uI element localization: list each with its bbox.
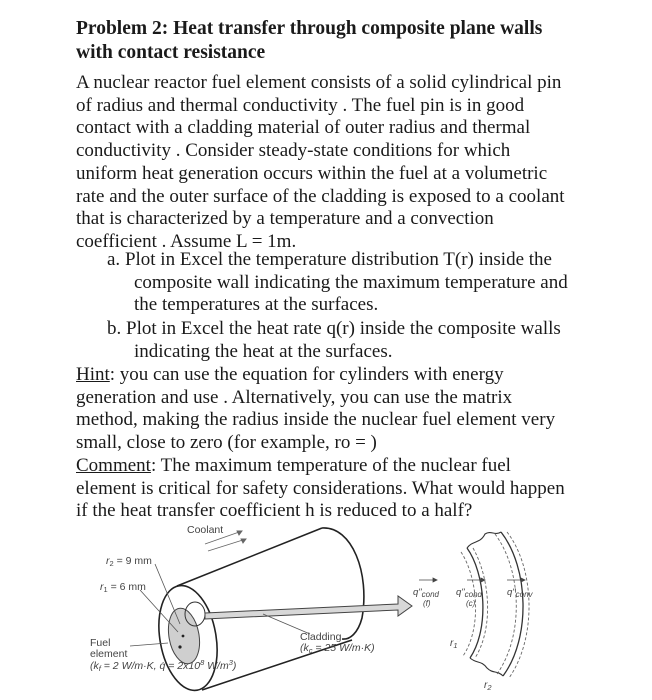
task-b [107, 318, 561, 363]
r2-label: r2 = 9 mm [106, 555, 152, 568]
intro-line: contact with a cladding material of outer radius and thermal [76, 117, 531, 139]
title-line-1: Problem 2: Heat transfer through composite plane walls [76, 18, 543, 39]
problem-title [76, 17, 596, 65]
fuel-label-2: element [90, 648, 128, 660]
q-cond-f-tag: (f) [423, 599, 431, 608]
task-b-line: indicating the heat at the surfaces. [134, 340, 393, 362]
hint-line: generation and use . Alternatively, you can use the matrix [76, 386, 513, 408]
problem-intro [76, 72, 596, 254]
wall-section-detail [413, 532, 534, 692]
intro-line: rate and the outer surface of the cladding is exposed to a coolant [76, 185, 565, 207]
fuel-element-diagram [80, 518, 600, 693]
task-a-line: a. Plot in Excel the temperature distribution T(r) inside the [107, 249, 552, 270]
comment-line: if the heat transfer coefficient h is reduced to a half? [76, 500, 473, 522]
r1-label: r1 = 6 mm [100, 581, 146, 594]
q-conv-label: $q"_{conv}$ [507, 587, 533, 599]
task-a-marker: a. [107, 249, 121, 270]
hint-block [76, 364, 596, 455]
hint-line: method, making the radius inside the nuclear fuel element very [76, 409, 556, 431]
intro-line: conductivity . Consider steady-state conditions for which [76, 140, 511, 162]
task-a [107, 249, 568, 317]
comment-block [76, 455, 596, 523]
fuel-properties: (kf = 2 W/m·K, q̇ = $2x10^8$ $W/m^3$) [90, 658, 237, 673]
q-cond-c-label: $q"_{cond}$ [456, 587, 483, 599]
task-a-line: the temperatures at the surfaces. [134, 294, 379, 316]
title-line-2: with contact resistance [76, 42, 266, 63]
fuel-label: Fuel [90, 637, 111, 649]
detail-r1-label: $r_1$ [450, 638, 458, 650]
heat-flow-arrow-icon [205, 596, 412, 619]
task-a-line: composite wall indicating the maximum temperature and [134, 271, 568, 293]
comment-line: Comment: The maximum temperature of the nuclear fuel [76, 455, 511, 476]
cladding-properties: (kc = 25 W/m·K) [300, 642, 375, 655]
intro-line: that is characterized by a temperature and a convection [76, 208, 494, 230]
intro-line: of radius and thermal conductivity . The fuel pin is in good [76, 94, 525, 116]
intro-line: coefficient . Assume L = 1m. [76, 230, 297, 252]
hint-line: small, close to zero (for example, ro = ) [76, 432, 377, 454]
coolant-label: Coolant [187, 524, 224, 536]
comment-line: element is critical for safety considerations. What would happen [76, 477, 565, 499]
q-cond-c-tag: (c) [466, 599, 476, 608]
hint-line: Hint: you can use the equation for cylinders with energy [76, 364, 504, 385]
comment-label: Comment [76, 455, 151, 476]
task-b-line: b. Plot in Excel the heat rate q(r) inside the composite walls [107, 318, 561, 339]
q-cond-f-label: $q"_{cond}$ [413, 587, 440, 599]
detail-r2-label: $r_2$ [484, 680, 492, 692]
intro-line: A nuclear reactor fuel element consists of a solid cylindrical pin [76, 72, 562, 93]
hint-label: Hint [76, 364, 110, 385]
cladding-label: Cladding [300, 631, 342, 643]
intro-line: uniform heat generation occurs within the fuel at a volumetric [76, 162, 548, 184]
task-b-marker: b. [107, 318, 122, 339]
